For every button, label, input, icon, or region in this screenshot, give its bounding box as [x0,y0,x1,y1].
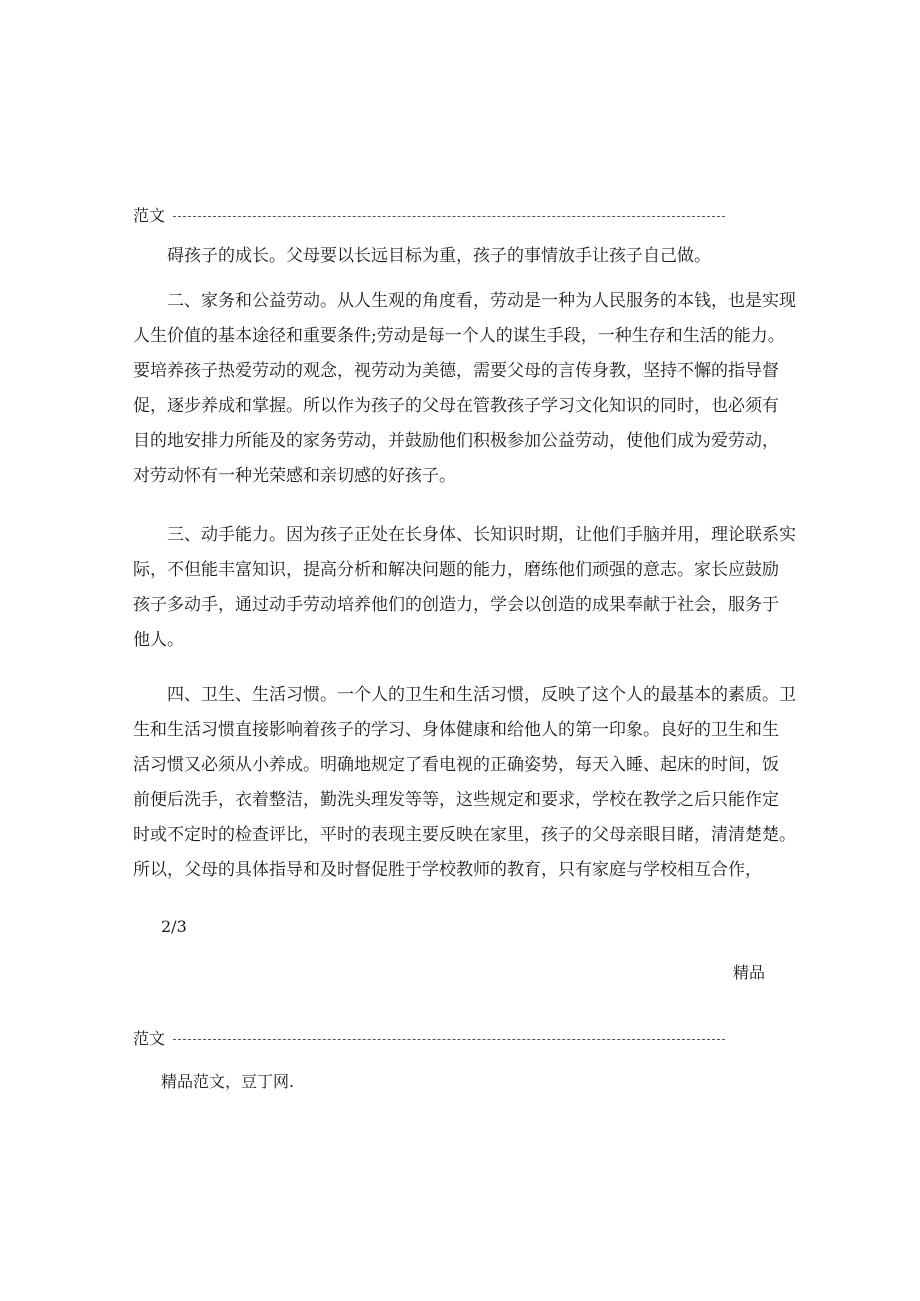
text-line: 人生价值的基本途径和重要条件;劳动是每一个人的谋生手段，一种生存和生活的能力。 [133,326,785,346]
paragraph-housework [133,284,796,494]
header-label: 范文 [133,1029,166,1048]
text-line: 要培养孩子热爱劳动的观念，视劳动为美德，需要父母的言传身教，坚持不懈的指导督 [133,361,779,381]
text-line: 促，逐步养成和掌握。所以作为孩子的父母在管教孩子学习文化知识的同时，也必须有 [133,396,779,416]
page-number: 2/3 [161,917,187,936]
text-line: 碍孩子的成长。父母要以长远目标为重，孩子的事情放手让孩子自己做。 [133,246,711,266]
header-separator-bottom [133,1026,725,1049]
text-line: 前便后洗手，衣着整洁，勤洗头理发等等，这些规定和要求，学校在教学之后只能作定 [133,790,779,810]
dashed-rule [173,1039,725,1040]
text-line: 四、卫生、生活习惯。一个人的卫生和生活习惯，反映了这个人的最基本的素质。卫 [133,685,796,705]
text-line: 三、动手能力。因为孩子正处在长身体、长知识时期，让他们手脑并用，理论联系实 [133,525,796,545]
text-line: 活习惯又必须从小养成。明确地规定了看电视的正确姿势，每天入睡、起床的时间，饭 [133,755,779,775]
footer-text: 精品范文，豆丁网. [161,1072,295,1091]
paragraph-handson [133,518,796,658]
text-line: 时或不定时的检查评比，平时的表现主要反映在家里，孩子的父母亲眼目睹，清清楚楚。 [133,825,796,845]
quality-label: 精品 [733,963,766,982]
text-line: 孩子多动手，通过动手劳动培养他们的创造力，学会以创造的成果奉献于社会，服务于 [133,595,779,615]
text-line: 他人。 [133,630,184,650]
text-line: 际，不但能丰富知识，提高分析和解决问题的能力，磨练他们顽强的意志。家长应鼓励 [133,560,779,580]
dashed-rule [173,216,725,217]
text-line: 生和生活习惯直接影响着孩子的学习、身体健康和给他人的第一印象。良好的卫生和生 [133,720,779,740]
paragraph-hygiene [133,678,796,888]
text-line: 对劳动怀有一种光荣感和亲切感的好孩子。 [133,466,456,486]
text-line: 目的地安排力所能及的家务劳动，并鼓励他们积极参加公益劳动，使他们成为爱劳动， [133,431,779,451]
text-line: 二、家务和公益劳动。从人生观的角度看，劳动是一种为人民服务的本钱，也是实现 [133,291,796,311]
header-label: 范文 [133,206,166,225]
header-separator-top [133,203,725,226]
paragraph-intro [133,239,793,274]
text-line: 所以，父母的具体指导和及时督促胜于学校教师的教育，只有家庭与学校相互合作， [133,860,762,880]
